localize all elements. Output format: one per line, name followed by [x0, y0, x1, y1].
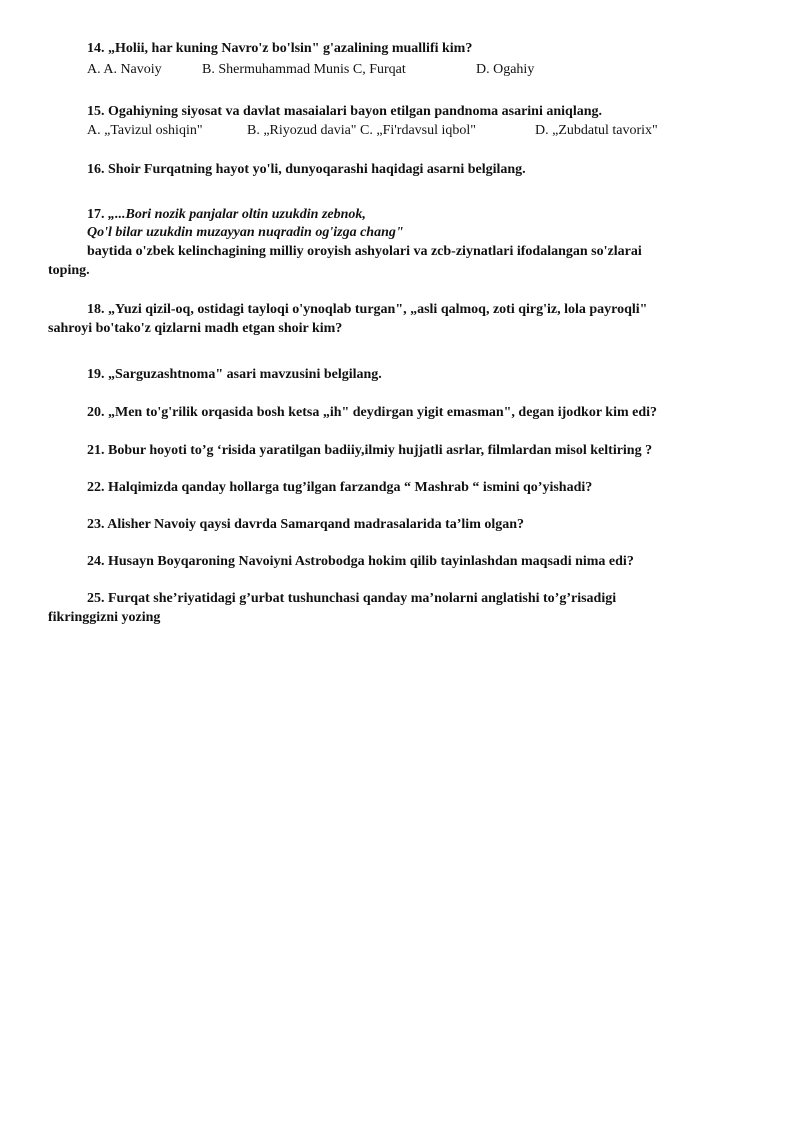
- question-25-line-1: 25. Furqat she’riyatidagi g’urbat tushunchasi qanday ma’nolarni anglatishi to’g’risadigi: [87, 591, 617, 606]
- question-21: 21. Bobur hoyoti to’g ‘risida yaratilgan badiiy,ilmiy hujjatli asrlar, filmlardan misol keltiring ?: [87, 443, 653, 458]
- question-17-number: 17.: [87, 207, 108, 222]
- question-20: 20. „Men to'g'rilik orqasida bosh ketsa „ih" deydirgan yigit emasman", degan ijodkor kim edi?: [87, 405, 658, 420]
- q14-answer-b: B. Shermuhammad Munis C, Furqat: [202, 62, 406, 77]
- question-24: 24. Husayn Boyqaroning Navoiyni Astrobodga hokim qilib tayinlashdan maqsadi nima edi?: [87, 554, 634, 569]
- q15-answer-a: A. „Tavizul oshiqin": [87, 123, 203, 138]
- question-17-line-4: toping.: [48, 263, 90, 278]
- question-25-line-2: fikringgizni yozing: [48, 610, 161, 625]
- q14-answer-d: D. Ogahiy: [476, 62, 535, 77]
- question-18-line-1: 18. „Yuzi qizil-oq, ostidagi tayloqi o'ynoqlab turgan", „asli qalmoq, zoti qirg'iz, lola payroqli": [87, 302, 648, 317]
- q14-answer-a: A. A. Navoiy: [87, 62, 162, 77]
- question-14: 14. „Holii, har kuning Navro'z bo'lsin" g'azalining muallifi kim?: [87, 41, 473, 56]
- question-18-line-2: sahroyi bo'tako'z qizlarni madh etgan shoir kim?: [48, 321, 343, 336]
- question-19: 19. „Sarguzashtnoma" asari mavzusini belgilang.: [87, 367, 382, 382]
- question-15: 15. Ogahiyning siyosat va davlat masaialari bayon etilgan pandnoma asarini aniqlang.: [87, 104, 602, 119]
- question-23: 23. Alisher Navoiy qaysi davrda Samarqand madrasalarida ta’lim olgan?: [87, 517, 525, 532]
- question-17-line-3: baytida o'zbek kelinchagining milliy oroyish ashyolari va zcb-ziynatlari ifodalangan so'zlarai: [87, 244, 642, 259]
- question-17-first-line: [87, 206, 366, 224]
- question-22: 22. Halqimizda qanday hollarga tug’ilgan farzandga “ Mashrab “ ismini qo’yishadi?: [87, 480, 593, 495]
- q15-answer-d: D. „Zubdatul tavorix": [535, 123, 658, 138]
- question-16: 16. Shoir Furqatning hayot yo'li, dunyoqarashi haqidagi asarni belgilang.: [87, 162, 526, 177]
- question-17-verse-1: „...Bori nozik panjalar oltin uzukdin zebnok,: [108, 207, 366, 222]
- question-17-verse-2: Qo'l bilar uzukdin muzayyan nuqradin og'izga chang": [87, 225, 404, 240]
- q15-answer-bc: B. „Riyozud davia" C. „Fi'rdavsul iqbol": [247, 123, 476, 138]
